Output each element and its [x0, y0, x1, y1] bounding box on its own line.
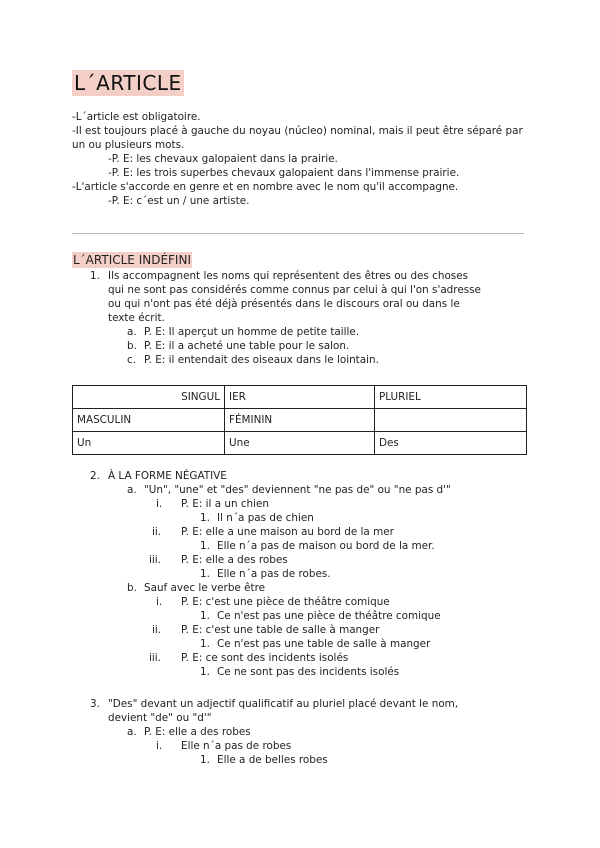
sub-sub-item	[72, 525, 532, 539]
example-text: Ce n'est pas une pièce de théâtre comique	[217, 610, 441, 622]
paragraph-line: qui ne sont pas considérés comme connus par celui à qui l'on s'adresse	[108, 284, 481, 296]
table-cell: Un	[73, 432, 225, 455]
list-marker: 1.	[200, 638, 210, 650]
list-marker: 1.	[200, 540, 210, 552]
example-text: P. E: c'est une pièce de théâtre comique	[181, 596, 390, 608]
table-cell: FÉMININ	[225, 409, 375, 432]
list-number: 3.	[90, 698, 100, 710]
example-text: Elle n´a pas de robes	[181, 740, 292, 752]
example-item	[72, 325, 532, 339]
example-text: P. E: Il aperçut un homme de petite taille.	[144, 326, 360, 338]
sub-sub-item	[72, 739, 532, 753]
list-marker: ii.	[152, 624, 162, 636]
intro-example: -P. E: les chevaux galopaient dans la prairie.	[108, 153, 338, 165]
list-item-1	[72, 269, 532, 367]
example-text: P. E: c'est une table de salle à manger	[181, 624, 380, 636]
sub-sub-item	[72, 623, 532, 637]
sub-item	[72, 725, 532, 739]
example-text: Ce ne sont pas des incidents isolés	[217, 666, 400, 678]
sub-sub-sub-item	[72, 567, 532, 581]
list-marker: 1.	[200, 666, 210, 678]
list-marker: 1.	[200, 610, 210, 622]
example-text: Il n´a pas de chien	[217, 512, 314, 524]
table-cell: IER	[225, 386, 375, 409]
list-number: 1.	[90, 270, 100, 282]
table-row	[73, 386, 527, 409]
example-text: P. E: il a acheté une table pour le salon.	[144, 340, 350, 352]
list-number: 2.	[90, 470, 100, 482]
intro-example: -P. E: les trois superbes chevaux galopaient dans l'immense prairie.	[108, 167, 460, 179]
example-text: P. E: ce sont des incidents isolés	[181, 652, 349, 664]
table-row	[73, 432, 527, 455]
sub-item-text: "Un", "une" et "des" deviennent "ne pas de" ou "ne pas d'"	[144, 484, 451, 496]
example-text: P. E: il entendait des oiseaux dans le lointain.	[144, 354, 379, 366]
sub-sub-sub-item	[72, 511, 532, 525]
list-heading	[72, 469, 532, 483]
sub-sub-item	[72, 553, 532, 567]
list-marker: b.	[127, 340, 137, 352]
sub-item	[72, 581, 532, 595]
paragraph-line: texte écrit.	[108, 312, 165, 324]
list-marker: i.	[156, 740, 163, 752]
table-cell: MASCULIN	[73, 409, 225, 432]
sub-sub-item	[72, 595, 532, 609]
article-table	[72, 385, 527, 455]
list-marker: a.	[127, 484, 137, 496]
list-marker: ii.	[152, 526, 162, 538]
paragraph-line: ou qui n'ont pas été déjà présentés dans le discours oral ou dans le	[108, 298, 460, 310]
list-marker: i.	[156, 498, 163, 510]
paragraph-line: devient "de" ou "d'"	[108, 712, 212, 724]
example-item	[72, 339, 532, 353]
example-text: Elle a de belles robes	[217, 754, 328, 766]
table-cell: Des	[375, 432, 527, 455]
list-marker: 1.	[200, 754, 210, 766]
list-marker: a.	[127, 326, 137, 338]
table-cell: SINGUL	[73, 386, 225, 409]
list-item-2	[72, 469, 532, 679]
sub-sub-item	[72, 651, 532, 665]
list-heading	[72, 697, 532, 711]
intro-block	[72, 110, 530, 208]
horizontal-divider	[72, 233, 524, 234]
list-marker: c.	[127, 354, 137, 366]
example-item	[72, 353, 532, 367]
example-text: Elle n´a pas de robes.	[217, 568, 331, 580]
paragraph-line: Ils accompagnent les noms qui représentent des êtres ou des choses	[108, 270, 469, 282]
list-marker: i.	[156, 596, 163, 608]
sub-sub-sub-item	[72, 637, 532, 651]
intro-line: -L'article s'accorde en genre et en nombre avec le nom qu'il accompagne.	[72, 181, 459, 193]
list-marker: iii.	[149, 652, 161, 664]
example-text: P. E: elle a une maison au bord de la mer	[181, 526, 394, 538]
example-text: P. E: elle a des robes	[181, 554, 288, 566]
sub-sub-sub-item	[72, 539, 532, 553]
intro-line: -L´article est obligatoire.	[72, 111, 201, 123]
table-cell	[375, 409, 527, 432]
sub-item-text: Sauf avec le verbe être	[144, 582, 266, 594]
intro-example: -P. E: c´est un / une artiste.	[108, 195, 250, 207]
table-cell: Une	[225, 432, 375, 455]
list-marker: iii.	[149, 554, 161, 566]
table-row	[73, 409, 527, 432]
example-text: Ce n'est pas une table de salle à manger	[217, 638, 431, 650]
list-marker: a.	[127, 726, 137, 738]
example-text: Elle n´a pas de maison ou bord de la mer.	[217, 540, 435, 552]
example-text: P. E: elle a des robes	[144, 726, 251, 738]
sub-sub-sub-item	[72, 665, 532, 679]
section-heading: L´ARTICLE INDÉFINI	[73, 253, 191, 267]
paragraph-line: "Des" devant un adjectif qualificatif au pluriel placé devant le nom,	[108, 698, 459, 710]
sub-sub-sub-item	[72, 609, 532, 623]
sub-sub-sub-item	[72, 753, 532, 767]
sub-sub-item	[72, 497, 532, 511]
sub-item	[72, 483, 532, 497]
list-heading-text: À LA FORME NÉGATIVE	[108, 470, 227, 482]
list-item-3	[72, 697, 532, 767]
page-title: L´ARTICLE	[74, 71, 182, 95]
intro-line: -Il est toujours placé à gauche du noyau (núcleo) nominal, mais il peut être séparé par un ou plusieurs mots.	[72, 125, 523, 151]
table-cell: PLURIEL	[375, 386, 527, 409]
list-marker: 1.	[200, 512, 210, 524]
list-marker: b.	[127, 582, 137, 594]
example-text: P. E: il a un chien	[181, 498, 270, 510]
list-marker: 1.	[200, 568, 210, 580]
